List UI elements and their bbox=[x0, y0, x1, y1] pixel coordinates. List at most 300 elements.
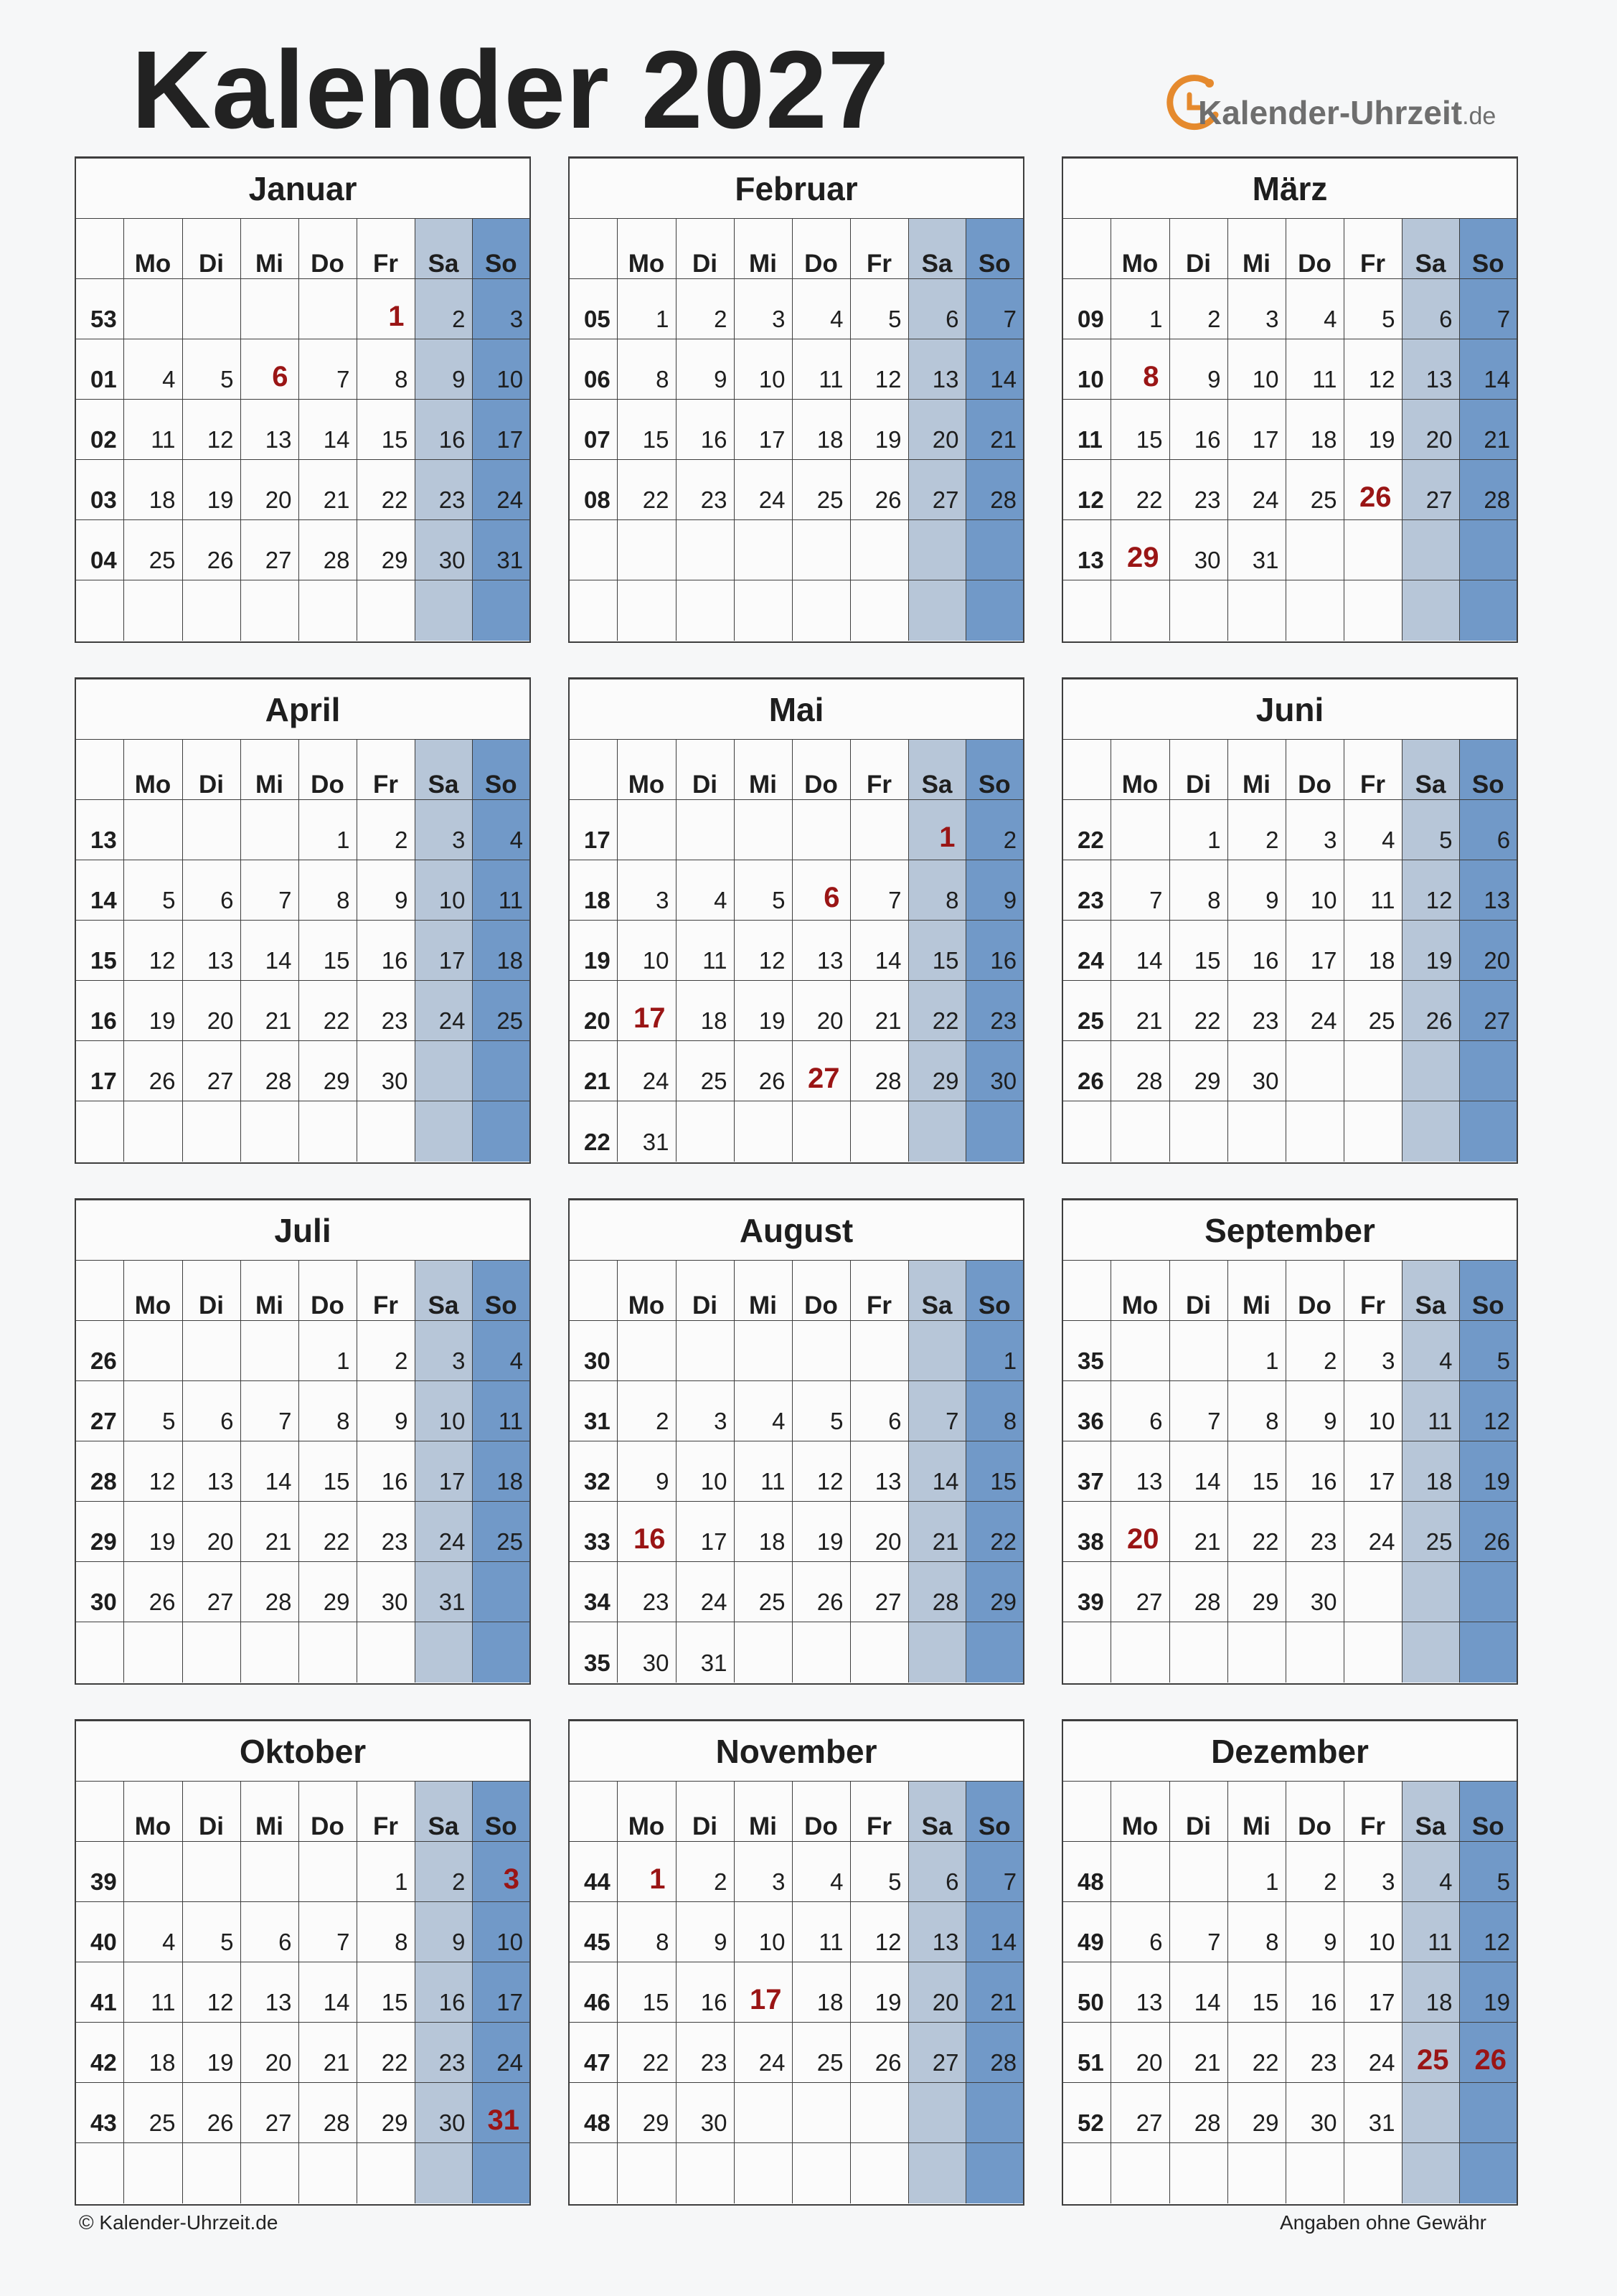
day-cell: 11 bbox=[792, 339, 850, 400]
day-cell: 26 bbox=[850, 460, 908, 520]
week-row bbox=[76, 520, 529, 580]
day-cell: 30 bbox=[676, 2083, 734, 2143]
empty-cell bbox=[792, 2083, 850, 2143]
day-cell: 6 bbox=[792, 860, 850, 921]
day-cell: 19 bbox=[123, 981, 182, 1041]
weekday-header: Di bbox=[676, 740, 734, 800]
day-cell: 4 bbox=[792, 1842, 850, 1902]
weekday-header: Fr bbox=[357, 1261, 415, 1321]
empty-cell bbox=[1344, 520, 1402, 580]
day-cell: 8 bbox=[1227, 1902, 1286, 1962]
empty-cell bbox=[415, 1622, 472, 1683]
day-cell: 6 bbox=[1111, 1381, 1169, 1441]
empty-cell bbox=[734, 1321, 792, 1381]
empty-cell bbox=[415, 1101, 472, 1162]
weekday-header: Mo bbox=[123, 219, 182, 279]
weekday-header: Mi bbox=[240, 1261, 298, 1321]
day-cell: 17 bbox=[1344, 1441, 1402, 1502]
week-number: 36 bbox=[1063, 1381, 1111, 1441]
day-cell: 7 bbox=[1111, 860, 1169, 921]
day-cell: 3 bbox=[617, 860, 676, 921]
week-row bbox=[1063, 580, 1517, 641]
day-cell: 23 bbox=[676, 460, 734, 520]
day-cell: 6 bbox=[182, 860, 240, 921]
day-cell: 10 bbox=[617, 921, 676, 981]
weekday-header: Do bbox=[1286, 219, 1344, 279]
week-number: 43 bbox=[76, 2083, 123, 2143]
week-number-header bbox=[1063, 1261, 1111, 1321]
week-number: 30 bbox=[570, 1321, 617, 1381]
empty-cell bbox=[123, 580, 182, 641]
weekday-header: Mi bbox=[240, 740, 298, 800]
day-cell: 24 bbox=[472, 460, 529, 520]
day-cell: 5 bbox=[123, 1381, 182, 1441]
day-cell: 1 bbox=[1111, 279, 1169, 339]
weekday-header: Mo bbox=[1111, 1782, 1169, 1842]
day-cell: 21 bbox=[966, 400, 1023, 460]
day-cell: 23 bbox=[676, 2023, 734, 2083]
empty-cell bbox=[734, 2143, 792, 2203]
day-cell: 18 bbox=[792, 400, 850, 460]
day-cell: 24 bbox=[734, 460, 792, 520]
day-cell: 13 bbox=[908, 339, 966, 400]
day-cell: 29 bbox=[298, 1041, 357, 1101]
day-cell: 10 bbox=[734, 339, 792, 400]
day-cell: 28 bbox=[1169, 1562, 1227, 1622]
week-number: 05 bbox=[570, 279, 617, 339]
weekday-header: Sa bbox=[415, 740, 472, 800]
day-cell: 19 bbox=[123, 1502, 182, 1562]
day-cell: 20 bbox=[908, 1962, 966, 2023]
week-number bbox=[570, 2143, 617, 2203]
day-cell: 15 bbox=[966, 1441, 1023, 1502]
weekday-header: Do bbox=[298, 219, 357, 279]
day-cell: 27 bbox=[1402, 460, 1459, 520]
weekday-header: Sa bbox=[1402, 1782, 1459, 1842]
week-row bbox=[76, 1321, 529, 1381]
day-cell: 12 bbox=[123, 921, 182, 981]
week-row bbox=[76, 279, 529, 339]
week-row bbox=[1063, 981, 1517, 1041]
empty-cell bbox=[1286, 2143, 1344, 2203]
day-cell: 26 bbox=[182, 2083, 240, 2143]
day-cell: 21 bbox=[1459, 400, 1517, 460]
day-cell: 17 bbox=[617, 981, 676, 1041]
week-number bbox=[1063, 580, 1111, 641]
day-cell: 28 bbox=[908, 1562, 966, 1622]
empty-cell bbox=[1111, 1842, 1169, 1902]
month-name: Juli bbox=[76, 1200, 529, 1261]
day-cell: 20 bbox=[1111, 2023, 1169, 2083]
day-cell: 28 bbox=[240, 1041, 298, 1101]
day-cell: 10 bbox=[676, 1441, 734, 1502]
weekday-header: Di bbox=[182, 1782, 240, 1842]
day-cell: 19 bbox=[1344, 400, 1402, 460]
week-number: 11 bbox=[1063, 400, 1111, 460]
day-cell: 26 bbox=[850, 2023, 908, 2083]
empty-cell bbox=[298, 580, 357, 641]
empty-cell bbox=[182, 1101, 240, 1162]
week-number: 08 bbox=[570, 460, 617, 520]
day-cell: 5 bbox=[1344, 279, 1402, 339]
day-cell: 14 bbox=[298, 400, 357, 460]
week-number: 32 bbox=[570, 1441, 617, 1502]
day-cell: 15 bbox=[357, 400, 415, 460]
day-cell: 13 bbox=[240, 400, 298, 460]
day-cell: 15 bbox=[1227, 1441, 1286, 1502]
day-cell: 28 bbox=[966, 460, 1023, 520]
day-cell: 20 bbox=[1111, 1502, 1169, 1562]
empty-cell bbox=[1111, 1622, 1169, 1683]
day-cell: 14 bbox=[298, 1962, 357, 2023]
day-cell: 15 bbox=[1169, 921, 1227, 981]
empty-cell bbox=[182, 1622, 240, 1683]
day-cell: 22 bbox=[298, 1502, 357, 1562]
weekday-header: Mo bbox=[617, 1782, 676, 1842]
week-row bbox=[76, 460, 529, 520]
day-cell: 23 bbox=[1227, 981, 1286, 1041]
day-cell: 31 bbox=[1227, 520, 1286, 580]
empty-cell bbox=[734, 800, 792, 860]
week-number: 47 bbox=[570, 2023, 617, 2083]
day-cell: 12 bbox=[850, 339, 908, 400]
day-cell: 2 bbox=[357, 800, 415, 860]
empty-cell bbox=[1344, 1562, 1402, 1622]
logo[interactable] bbox=[1164, 66, 1494, 145]
day-cell: 20 bbox=[792, 981, 850, 1041]
week-number: 22 bbox=[1063, 800, 1111, 860]
day-cell: 11 bbox=[1402, 1381, 1459, 1441]
weekday-header: Di bbox=[1169, 740, 1227, 800]
day-cell: 23 bbox=[617, 1562, 676, 1622]
day-cell: 2 bbox=[1227, 800, 1286, 860]
day-cell: 31 bbox=[472, 520, 529, 580]
day-cell: 2 bbox=[415, 279, 472, 339]
empty-cell bbox=[1344, 2143, 1402, 2203]
empty-cell bbox=[617, 1321, 676, 1381]
empty-cell bbox=[1286, 520, 1344, 580]
week-number: 39 bbox=[1063, 1562, 1111, 1622]
day-cell: 9 bbox=[676, 339, 734, 400]
day-cell: 2 bbox=[415, 1842, 472, 1902]
week-number: 24 bbox=[1063, 921, 1111, 981]
week-row bbox=[1063, 2023, 1517, 2083]
weekday-header: Mo bbox=[1111, 219, 1169, 279]
day-cell: 22 bbox=[1169, 981, 1227, 1041]
empty-cell bbox=[240, 2143, 298, 2203]
day-cell: 3 bbox=[734, 279, 792, 339]
empty-cell bbox=[123, 800, 182, 860]
week-number: 18 bbox=[570, 860, 617, 921]
day-cell: 11 bbox=[1402, 1902, 1459, 1962]
empty-cell bbox=[1402, 1101, 1459, 1162]
day-cell: 2 bbox=[1169, 279, 1227, 339]
empty-cell bbox=[676, 520, 734, 580]
week-number-header bbox=[570, 219, 617, 279]
week-number: 22 bbox=[570, 1101, 617, 1162]
day-cell: 3 bbox=[1286, 800, 1344, 860]
empty-cell bbox=[1459, 2143, 1517, 2203]
day-cell: 12 bbox=[123, 1441, 182, 1502]
empty-cell bbox=[966, 520, 1023, 580]
empty-cell bbox=[472, 2143, 529, 2203]
day-cell: 16 bbox=[676, 400, 734, 460]
empty-cell bbox=[792, 1321, 850, 1381]
day-cell: 4 bbox=[792, 279, 850, 339]
week-number: 53 bbox=[76, 279, 123, 339]
empty-cell bbox=[1402, 520, 1459, 580]
day-cell: 5 bbox=[1459, 1842, 1517, 1902]
empty-cell bbox=[792, 520, 850, 580]
empty-cell bbox=[182, 279, 240, 339]
day-cell: 17 bbox=[734, 400, 792, 460]
day-cell: 30 bbox=[415, 2083, 472, 2143]
month-1 bbox=[75, 156, 531, 643]
week-row bbox=[1063, 520, 1517, 580]
day-cell: 7 bbox=[1169, 1902, 1227, 1962]
day-cell: 29 bbox=[908, 1041, 966, 1101]
empty-cell bbox=[792, 800, 850, 860]
weekday-header: Sa bbox=[908, 219, 966, 279]
day-cell: 21 bbox=[908, 1502, 966, 1562]
week-row bbox=[570, 1321, 1023, 1381]
day-cell: 24 bbox=[617, 1041, 676, 1101]
empty-cell bbox=[908, 1321, 966, 1381]
empty-cell bbox=[1402, 1622, 1459, 1683]
empty-cell bbox=[676, 1321, 734, 1381]
month-name: November bbox=[570, 1721, 1023, 1782]
day-cell: 6 bbox=[850, 1381, 908, 1441]
day-cell: 9 bbox=[415, 339, 472, 400]
empty-cell bbox=[472, 1562, 529, 1622]
day-cell: 2 bbox=[1286, 1842, 1344, 1902]
day-cell: 8 bbox=[1111, 339, 1169, 400]
day-cell: 24 bbox=[472, 2023, 529, 2083]
week-number: 30 bbox=[76, 1562, 123, 1622]
empty-cell bbox=[298, 1622, 357, 1683]
month-4 bbox=[75, 677, 531, 1164]
week-row bbox=[1063, 400, 1517, 460]
day-cell: 25 bbox=[472, 1502, 529, 1562]
weekday-header: Do bbox=[792, 1261, 850, 1321]
week-number: 29 bbox=[76, 1502, 123, 1562]
empty-cell bbox=[850, 520, 908, 580]
empty-cell bbox=[792, 1622, 850, 1683]
day-cell: 8 bbox=[357, 1902, 415, 1962]
day-cell: 26 bbox=[734, 1041, 792, 1101]
month-9 bbox=[1062, 1198, 1518, 1685]
week-row bbox=[1063, 800, 1517, 860]
day-cell: 2 bbox=[1286, 1321, 1344, 1381]
week-number: 19 bbox=[570, 921, 617, 981]
empty-cell bbox=[1227, 580, 1286, 641]
day-cell: 10 bbox=[472, 339, 529, 400]
day-cell: 15 bbox=[1227, 1962, 1286, 2023]
day-cell: 23 bbox=[1169, 460, 1227, 520]
day-cell: 14 bbox=[850, 921, 908, 981]
weekday-header: Do bbox=[1286, 1261, 1344, 1321]
weekday-header: Sa bbox=[415, 1261, 472, 1321]
week-row bbox=[76, 1902, 529, 1962]
week-number-header bbox=[76, 1261, 123, 1321]
empty-cell bbox=[850, 1321, 908, 1381]
empty-cell bbox=[415, 1041, 472, 1101]
empty-cell bbox=[123, 1101, 182, 1162]
day-cell: 22 bbox=[1111, 460, 1169, 520]
week-row bbox=[570, 339, 1023, 400]
day-cell: 30 bbox=[1169, 520, 1227, 580]
week-row bbox=[570, 1101, 1023, 1162]
day-cell: 12 bbox=[1459, 1381, 1517, 1441]
week-number-header bbox=[570, 1782, 617, 1842]
week-number: 45 bbox=[570, 1902, 617, 1962]
day-cell: 1 bbox=[966, 1321, 1023, 1381]
day-cell: 8 bbox=[298, 1381, 357, 1441]
month-name: Mai bbox=[570, 679, 1023, 740]
empty-cell bbox=[1227, 1101, 1286, 1162]
day-cell: 17 bbox=[472, 1962, 529, 2023]
day-cell: 27 bbox=[908, 2023, 966, 2083]
empty-cell bbox=[792, 580, 850, 641]
week-number: 34 bbox=[570, 1562, 617, 1622]
weekday-header: Fr bbox=[850, 219, 908, 279]
day-cell: 26 bbox=[182, 520, 240, 580]
day-cell: 18 bbox=[472, 1441, 529, 1502]
day-cell: 9 bbox=[415, 1902, 472, 1962]
empty-cell bbox=[734, 580, 792, 641]
empty-cell bbox=[617, 520, 676, 580]
week-row bbox=[1063, 1041, 1517, 1101]
week-number: 25 bbox=[1063, 981, 1111, 1041]
day-cell: 11 bbox=[792, 1902, 850, 1962]
day-cell: 18 bbox=[1286, 400, 1344, 460]
month-11 bbox=[568, 1719, 1024, 2206]
empty-cell bbox=[966, 1101, 1023, 1162]
empty-cell bbox=[182, 1321, 240, 1381]
day-cell: 11 bbox=[123, 1962, 182, 2023]
day-cell: 30 bbox=[357, 1041, 415, 1101]
day-cell: 17 bbox=[1286, 921, 1344, 981]
empty-cell bbox=[1111, 1101, 1169, 1162]
day-cell: 23 bbox=[415, 460, 472, 520]
week-row bbox=[76, 2083, 529, 2143]
day-cell: 19 bbox=[1402, 921, 1459, 981]
empty-cell bbox=[240, 800, 298, 860]
week-row bbox=[76, 1441, 529, 1502]
weekday-header: Mi bbox=[734, 1782, 792, 1842]
day-cell: 4 bbox=[472, 1321, 529, 1381]
day-cell: 16 bbox=[357, 921, 415, 981]
empty-cell bbox=[1459, 2083, 1517, 2143]
week-row bbox=[1063, 1902, 1517, 1962]
day-cell: 7 bbox=[298, 1902, 357, 1962]
weekday-header: Do bbox=[298, 1782, 357, 1842]
month-name: August bbox=[570, 1200, 1023, 1261]
weekday-header: So bbox=[472, 740, 529, 800]
day-cell: 1 bbox=[617, 279, 676, 339]
empty-cell bbox=[676, 580, 734, 641]
day-cell: 23 bbox=[966, 981, 1023, 1041]
day-cell: 4 bbox=[1402, 1842, 1459, 1902]
day-cell: 31 bbox=[415, 1562, 472, 1622]
day-cell: 24 bbox=[1286, 981, 1344, 1041]
week-number: 17 bbox=[76, 1041, 123, 1101]
empty-cell bbox=[182, 800, 240, 860]
week-row bbox=[1063, 2143, 1517, 2203]
day-cell: 9 bbox=[357, 860, 415, 921]
empty-cell bbox=[1169, 1622, 1227, 1683]
week-number-header bbox=[76, 1782, 123, 1842]
day-cell: 19 bbox=[850, 1962, 908, 2023]
week-number: 03 bbox=[76, 460, 123, 520]
day-cell: 28 bbox=[1459, 460, 1517, 520]
week-number: 02 bbox=[76, 400, 123, 460]
week-number: 26 bbox=[76, 1321, 123, 1381]
day-cell: 13 bbox=[1111, 1441, 1169, 1502]
day-cell: 10 bbox=[1286, 860, 1344, 921]
week-number bbox=[570, 520, 617, 580]
day-cell: 3 bbox=[472, 279, 529, 339]
day-cell: 12 bbox=[182, 1962, 240, 2023]
week-row bbox=[1063, 1441, 1517, 1502]
day-cell: 16 bbox=[617, 1502, 676, 1562]
empty-cell bbox=[734, 2083, 792, 2143]
week-row bbox=[76, 580, 529, 641]
day-cell: 21 bbox=[966, 1962, 1023, 2023]
month-8 bbox=[568, 1198, 1024, 1685]
empty-cell bbox=[966, 1622, 1023, 1683]
day-cell: 26 bbox=[1344, 460, 1402, 520]
day-cell: 7 bbox=[1459, 279, 1517, 339]
day-cell: 27 bbox=[240, 520, 298, 580]
weekday-header: Fr bbox=[357, 219, 415, 279]
day-cell: 16 bbox=[1286, 1441, 1344, 1502]
week-number: 52 bbox=[1063, 2083, 1111, 2143]
day-cell: 2 bbox=[617, 1381, 676, 1441]
week-number: 40 bbox=[76, 1902, 123, 1962]
day-cell: 9 bbox=[617, 1441, 676, 1502]
month-10 bbox=[75, 1719, 531, 2206]
day-cell: 7 bbox=[298, 339, 357, 400]
week-row bbox=[570, 1842, 1023, 1902]
month-name: September bbox=[1063, 1200, 1517, 1261]
weekday-header: Sa bbox=[908, 1782, 966, 1842]
empty-cell bbox=[908, 1622, 966, 1683]
empty-cell bbox=[1169, 1101, 1227, 1162]
empty-cell bbox=[357, 1101, 415, 1162]
day-cell: 11 bbox=[734, 1441, 792, 1502]
month-2 bbox=[568, 156, 1024, 643]
day-cell: 15 bbox=[298, 921, 357, 981]
week-row bbox=[570, 921, 1023, 981]
week-row bbox=[1063, 279, 1517, 339]
day-cell: 26 bbox=[123, 1041, 182, 1101]
day-cell: 2 bbox=[676, 1842, 734, 1902]
day-cell: 29 bbox=[1111, 520, 1169, 580]
day-cell: 4 bbox=[123, 1902, 182, 1962]
week-number: 17 bbox=[570, 800, 617, 860]
empty-cell bbox=[792, 1101, 850, 1162]
day-cell: 8 bbox=[966, 1381, 1023, 1441]
empty-cell bbox=[357, 1622, 415, 1683]
day-cell: 12 bbox=[792, 1441, 850, 1502]
day-cell: 7 bbox=[240, 1381, 298, 1441]
weekday-header: So bbox=[472, 1782, 529, 1842]
day-cell: 9 bbox=[1286, 1381, 1344, 1441]
empty-cell bbox=[734, 1101, 792, 1162]
empty-cell bbox=[240, 580, 298, 641]
week-number: 44 bbox=[570, 1842, 617, 1902]
